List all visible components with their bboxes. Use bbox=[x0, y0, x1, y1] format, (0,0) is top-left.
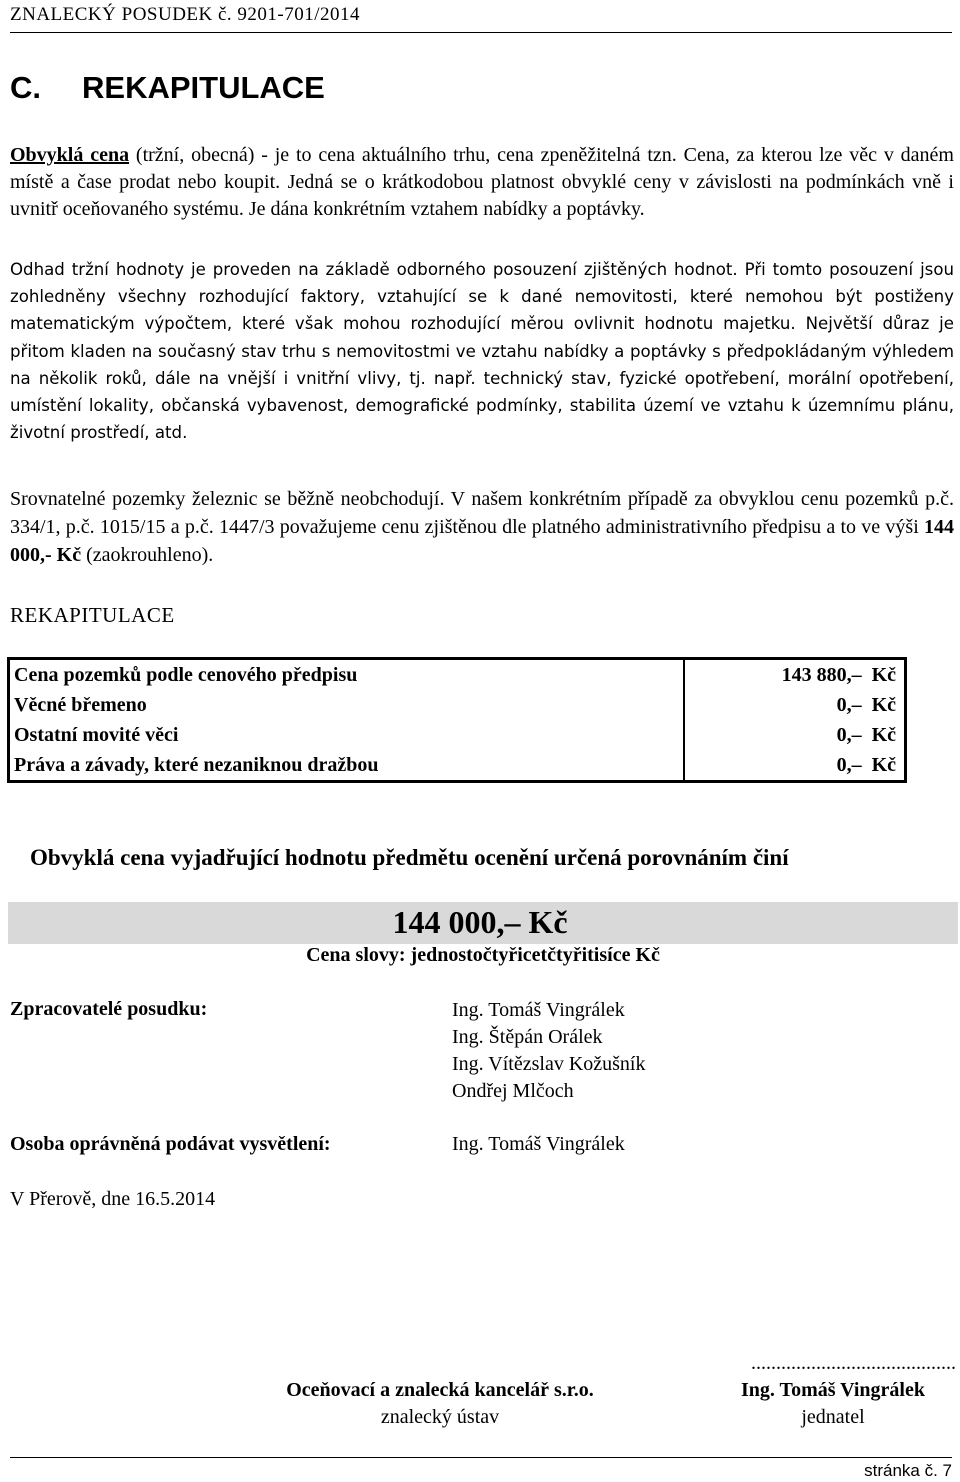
paragraph-srovnatelne-text: Srovnatelné pozemky železnic se běžně neobchodují. V našem konkrétním případě za obvyklou cenu pozemků p.č. 334/1, p.č. 1015/15 a p.č. 1447/3 považujeme cenu zjištěnou dle platného administrativního předpisu a to ve výši bbox=[10, 488, 954, 538]
processor-name: Ing. Tomáš Vingrálek bbox=[452, 999, 625, 1021]
authorized-person-name: Ing. Tomáš Vingrálek bbox=[452, 1133, 625, 1155]
signature-person: Ing. Tomáš Vingrálek bbox=[741, 1379, 925, 1401]
row-label: Cena pozemků podle cenového předpisu bbox=[9, 659, 685, 691]
final-price: 144 000,– Kč bbox=[392, 904, 568, 940]
signature-org: Oceňovací a znalecká kancelář s.r.o. bbox=[286, 1379, 594, 1401]
row-value: 143 880,– Kč bbox=[781, 664, 896, 686]
table-row bbox=[9, 659, 906, 691]
row-value: 0,– Kč bbox=[836, 754, 896, 776]
signature-line: ......................................... bbox=[751, 1352, 956, 1374]
paragraph-obvykla-cena bbox=[10, 142, 954, 223]
signature-left bbox=[240, 1377, 640, 1431]
page-number: stránka č. 7 bbox=[864, 1461, 952, 1480]
term-obvykla-cena: Obvyklá cena bbox=[10, 144, 130, 166]
row-label: Práva a závady, které nezaniknou dražbou bbox=[9, 750, 685, 782]
row-value: 0,– Kč bbox=[836, 724, 896, 746]
signature-role: jednatel bbox=[801, 1406, 865, 1428]
amount-inline: 144 000,- Kč bbox=[10, 516, 954, 566]
signature-right bbox=[720, 1377, 946, 1431]
section-title bbox=[10, 70, 325, 106]
paragraph-obvykla-cena-text: (tržní, obecná) - je to cena aktuálního trhu, cena zpeněžitelná tzn. Cena, za kterou lze věc v daném místě a čase prodat nebo koupit. Jedná se o krátkodobou platnost obvyklé ceny v závislosti na podmínkách vně i uvnitř oceňovaného systému. Je dána konkrétním vztahem nabídky a poptávky. bbox=[10, 144, 954, 220]
section-title-text: REKAPITULACE bbox=[82, 70, 325, 105]
row-label: Ostatní movité věci bbox=[9, 720, 685, 750]
table-row bbox=[9, 720, 906, 750]
obvykla-cena-heading: Obvyklá cena vyjadřující hodnotu předmětu ocenění určená porovnáním činí bbox=[30, 845, 789, 870]
processor-name: Ing. Vítězslav Kožušník bbox=[452, 1053, 646, 1075]
footer-divider bbox=[10, 1457, 952, 1458]
summary-table bbox=[7, 657, 907, 783]
processor-name: Ondřej Mlčoch bbox=[452, 1080, 574, 1102]
table-row bbox=[9, 690, 906, 720]
paragraph-srovnatelne bbox=[10, 485, 954, 569]
table-row bbox=[9, 750, 906, 782]
processors-list bbox=[452, 997, 646, 1105]
paragraph-odhad: Odhad tržní hodnoty je proveden na základě odborného posouzení zjištěných hodnot. Při tomto posouzení jsou zohledněny všechny rozhodující faktory, vztahující se k dané nemovitosti, které nemohou být postiženy matematickým výpočtem, které však mohou rozhodující měrou ovlivnit hodnotu majetku. Největší důraz je přitom kladen na současný stav trhu s nemovitostmi ve vztahu nabídky a poptávky s předpokládaným výhledem na několik roků, dále na vnější i vnitřní vlivy, tj. např. technický stav, fyzické opotřebení, morální opotřebení, umístění lokality, občanská vybavenost, demografické podmínky, stabilita území ve vztahu k územnímu plánu, životní prostředí, atd. bbox=[10, 260, 954, 443]
signature-org-sub: znalecký ústav bbox=[380, 1406, 500, 1428]
price-in-words: Cena slovy: jednostočtyřicetčtyřitisíce Kč bbox=[306, 944, 660, 966]
processors-label: Zpracovatelé posudku: bbox=[10, 998, 208, 1020]
rekapitulace-heading: REKAPITULACE bbox=[10, 603, 175, 627]
header-divider bbox=[10, 32, 952, 33]
authorized-person-label: Osoba oprávněná podávat vysvětlení: bbox=[10, 1133, 331, 1155]
paragraph-srovnatelne-end: (zaokrouhleno). bbox=[81, 544, 214, 566]
place-date: V Přerově, dne 16.5.2014 bbox=[10, 1188, 216, 1210]
row-label: Věcné břemeno bbox=[9, 690, 685, 720]
processor-name: Ing. Štěpán Orálek bbox=[452, 1026, 603, 1048]
document-header-title: ZNALECKÝ POSUDEK č. 9201-701/2014 bbox=[10, 4, 361, 25]
row-value: 0,– Kč bbox=[836, 694, 896, 716]
section-letter: C. bbox=[10, 70, 41, 105]
